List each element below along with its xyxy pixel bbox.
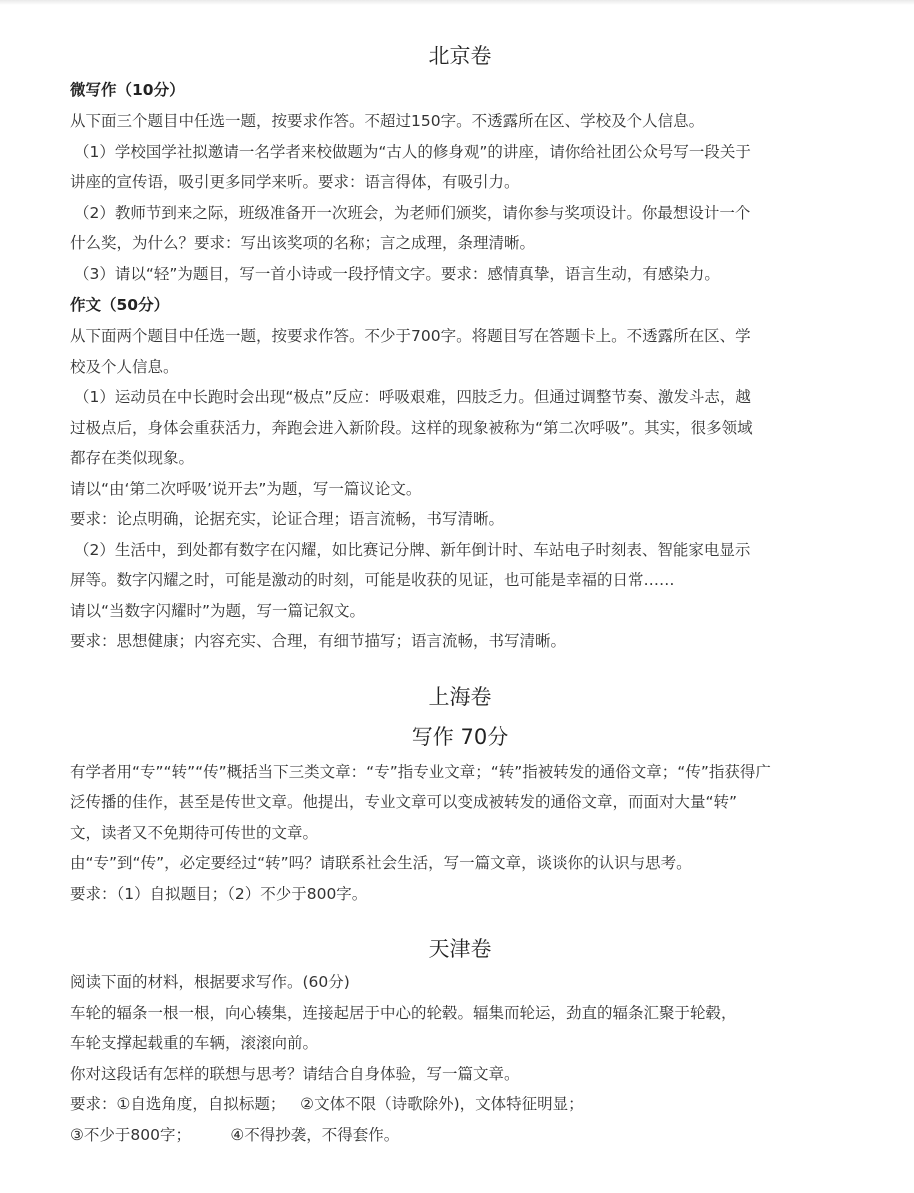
essay-p1-line2: 过极点后，身体会重获活力，奔跑会进入新阶段。这样的现象被称为“第二次呼吸”。其实，很多领域 xyxy=(70,418,753,437)
beijing-title: 北京卷 xyxy=(428,44,492,68)
essay-p2-line1: （2）生活中，到处都有数字在闪耀，如比赛记分牌、新年倒计时、车站电子时刻表、智能家电显示 xyxy=(74,540,751,559)
shanghai-line4: 由“专”到“传”，必定要经过“转”吗？请联系社会生活，写一篇文章，谈谈你的认识与思考。 xyxy=(70,854,692,872)
micro-q1-line1: （1）学校国学社拟邀请一名学者来校做题为“古人的修身观”的讲座，请你给社团公众号写一段关于 xyxy=(74,142,751,161)
bottom-right-fade xyxy=(634,1163,914,1193)
essay-p1-line3: 都存在类似现象。 xyxy=(70,449,195,467)
essay-intro-line1: 从下面两个题目中任选一题，按要求作答。不少于700字。将题目写在答题卡上。不透露所在区、学 xyxy=(70,327,751,345)
micro-q2-line1: （2）教师节到来之际，班级准备开一次班会，为老师们颁奖，请你参与奖项设计。你最想设计一个 xyxy=(74,203,751,222)
shanghai-section xyxy=(70,679,850,910)
tianjin-requirement-line1: 要求：①自选角度，自拟标题； ②文体不限（诗歌除外)，文体特征明显； xyxy=(70,1095,584,1113)
essay-p2-line2: 屏等。数字闪耀之时，可能是激动的时刻，可能是收获的见证，也可能是幸福的日常…… xyxy=(70,571,675,589)
essay-p2-task: 请以“当数字闪耀时”为题，写一篇记叙文。 xyxy=(70,601,366,620)
tianjin-line4: 你对这段话有怎样的联想与思考？请结合自身体验，写一篇文章。 xyxy=(70,1064,520,1083)
shanghai-line3: 文，读者又不免期待可传世的文章。 xyxy=(70,823,319,842)
essay-heading: 作文（50分） xyxy=(70,296,170,314)
shanghai-subtitle: 写作 70分 xyxy=(411,724,509,749)
micro-q2-line2: 什么奖，为什么？要求：写出该奖项的名称；言之成理，条理清晰。 xyxy=(70,234,536,252)
beijing-section xyxy=(70,38,850,657)
shanghai-title: 上海卷 xyxy=(428,684,492,709)
top-divider xyxy=(0,0,914,5)
essay-p1-task: 请以“由‘第二次呼吸’说开去”为题，写一篇议论文。 xyxy=(70,479,422,498)
tianjin-line3: 车轮支撑起载重的车辆，滚滚向前。 xyxy=(70,1034,319,1052)
shanghai-requirement: 要求：（1）自拟题目；（2）不少于800字。 xyxy=(70,884,368,903)
shanghai-line2: 泛传播的佳作，甚至是传世文章。他提出，专业文章可以变成被转发的通俗文章，而面对大量“转” xyxy=(70,793,738,811)
tianjin-line1: 阅读下面的材料，根据要求写作。(60分) xyxy=(70,973,350,991)
tianjin-line2: 车轮的辐条一根一根，向心辏集，连接起居于中心的轮毂。辐集而轮运，劲直的辐条汇聚于轮毂， xyxy=(70,1003,737,1022)
section-spacer xyxy=(70,909,850,931)
micro-q3-line1: （3）请以“轻”为题目，写一首小诗或一段抒情文字。要求：感情真挚，语言生动，有感染力。 xyxy=(74,264,720,283)
tianjin-title: 天津卷 xyxy=(428,937,492,961)
section-spacer xyxy=(70,657,850,679)
micro-writing-intro: 从下面三个题目中任选一题，按要求作答。不超过150字。不透露所在区、学校及个人信息。 xyxy=(70,112,705,130)
micro-writing-heading: 微写作（10分） xyxy=(70,81,185,99)
tianjin-requirement-line2: ③不少于800字； ④不得抄袭，不得套作。 xyxy=(70,1125,400,1144)
tianjin-section xyxy=(70,931,850,1150)
shanghai-line1: 有学者用“专”“转”“传”概括当下三类文章：“专”指专业文章；“转”指被转发的通俗文章；“传”指获得广 xyxy=(70,762,771,781)
essay-intro-line2: 校及个人信息。 xyxy=(70,357,179,376)
exam-document xyxy=(70,38,850,1150)
essay-p1-line1: （1）运动员在中长跑时会出现“极点”反应：呼吸艰难，四肢乏力。但通过调整节奏、激发斗志，越 xyxy=(74,388,751,406)
micro-q1-line2: 讲座的宣传语，吸引更多同学来听。要求：语言得体，有吸引力。 xyxy=(70,173,520,191)
essay-p1-requirement: 要求：论点明确，论据充实，论证合理；语言流畅，书写清晰。 xyxy=(70,510,505,528)
essay-p2-requirement: 要求：思想健康；内容充实、合理，有细节描写；语言流畅，书写清晰。 xyxy=(70,632,567,650)
